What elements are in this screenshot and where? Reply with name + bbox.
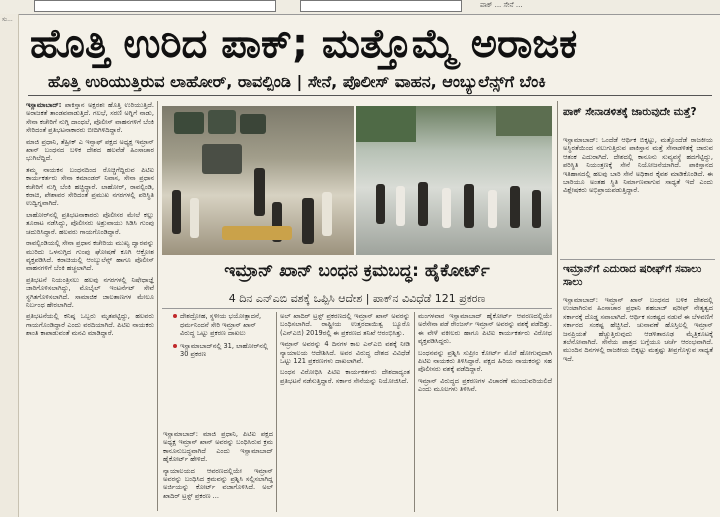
story2-col-a-para-1: ನ್ಯಾಯಾಲಯದ ಆವರಣದಲ್ಲಿಯೇ ಇಮ್ರಾನ್ ಅವರನ್ನು ಬಂಧಿಸಿದ ಕ್ರಮವನ್ನು ಪ್ರಶ್ನಿಸಿ ಸಲ್ಲಿಸಲಾಗಿದ್ದ ಅರ್ಜಿಯನ್ನು ಕೋರ್ಟ್ ವಜಾಗೊಳಿಸಿದೆ. ಅಲ್ ಖಾದಿರ್ ಟ್ರಸ್ಟ್ ಪ್ರಕರಣ ...	[163, 466, 273, 500]
story2-col-b	[280, 312, 410, 510]
protest-photo-left	[162, 106, 354, 255]
column-divider-3	[414, 312, 415, 512]
story1-para-2: ತಮ್ಮ ನಾಯಕನ ಬಂಧನದಿಂದ ರೊಚ್ಚಿಗೆದ್ದಿರುವ ಪಿಟಿಐ ಕಾರ್ಯಕರ್ತರು ಸೇನಾ ಕಮಾಂಡರ್ ನಿವಾಸ, ಸೇನಾ ಪ್ರಧಾನ ಕಚೇರಿಗೆ ನುಗ್ಗಿ ಬೆಂಕಿ ಹಚ್ಚಿದ್ದಾರೆ. ಲಾಹೋರ್, ರಾವಲ್ಪಿಂಡಿ, ಕರಾಚಿ, ಪೇಶಾವರ ಸೇರಿದಂತೆ ಪ್ರಮುಖ ನಗರಗಳಲ್ಲಿ ಪರಿಸ್ಥಿತಿ ಉದ್ವಿಗ್ನವಾಗಿದೆ.	[26, 165, 154, 208]
left-margin-column	[0, 14, 19, 517]
story1-para-1: ಮಾಜಿ ಪ್ರಧಾನಿ, ತೆಹ್ರೀಕ್ ಎ ಇನ್ಸಾಫ್ ಪಕ್ಷದ ಅಧ್ಯಕ್ಷ ಇಮ್ರಾನ್ ಖಾನ್ ಬಂಧನದ ಬಳಿಕ ದೇಶದ ಹಲವೆಡೆ ಹಿಂಸಾಚಾರ ಭುಗಿಲೆದ್ದಿದೆ.	[26, 137, 154, 163]
top-strip-box-mid	[300, 0, 462, 12]
story2-col-c-para-2: ಇಮ್ರಾನ್ ವಿರುದ್ಧದ ಪ್ರಕರಣಗಳ ವಿಚಾರಣೆ ಮುಂದುವರಿಯಲಿದೆ ಎಂದು ಮೂಲಗಳು ತಿಳಿಸಿವೆ.	[418, 376, 552, 394]
left-margin-text: ಸು...	[2, 16, 13, 23]
main-headline: ಹೊತ್ತಿ ಉರಿದ ಪಾಕ್; ಮತ್ತೊಮ್ಮೆ ಅರಾಜಕ	[30, 21, 578, 67]
story1-para-6: ಪ್ರತಿಭಟನೆಯಲ್ಲಿ ಕನಿಷ್ಠ ಒಬ್ಬರು ಮೃತಪಟ್ಟಿದ್ದು, ಹಲವರು ಗಾಯಗೊಂಡಿದ್ದಾರೆ ಎಂದು ವರದಿಯಾಗಿದೆ. ಪಿಟಿಐ ನಾಯಕರು ಶಾಂತಿ ಕಾಪಾಡುವಂತೆ ಮನವಿ ಮಾಡಿದ್ದಾರೆ.	[26, 312, 154, 338]
story2-col-c-para-1: ಬಂಧನವನ್ನು ಪ್ರಶ್ನಿಸಿ ಸುಪ್ರೀಂ ಕೋರ್ಟ್ ಮೊರೆ ಹೋಗುವುದಾಗಿ ಪಿಟಿಐ ನಾಯಕರು ತಿಳಿಸಿದ್ದಾರೆ. ಪಕ್ಷದ ಹಿರಿಯ ನಾಯಕರನ್ನು ಸಹ ಪೊಲೀಸರು ವಶಕ್ಕೆ ಪಡೆದಿದ್ದಾರೆ.	[418, 348, 552, 374]
story2-subhead: 4 ದಿನ ಎನ್‌ಎಬಿ ವಶಕ್ಕೆ ಒಪ್ಪಿಸಿ ಆದೇಶ | ಪಾಕ್‌ನ ವಿವಿಧೆಡೆ 121 ಪ್ರಕರಣ	[228, 292, 486, 305]
story2-rule	[162, 308, 552, 309]
column-divider-4	[557, 101, 558, 511]
sidebar1-body	[563, 136, 713, 254]
story2-bullets	[173, 312, 268, 363]
story2-headline: ಇಮ್ರಾನ್ ಖಾನ್ ಬಂಧನ ಕ್ರಮಬದ್ಧ: ಹೈಕೋರ್ಟ್	[224, 261, 490, 281]
top-strip-box-left	[34, 0, 276, 12]
top-strip-text-right: ಪಾಕ್ ... ಸೇನೆ ...	[480, 1, 523, 9]
protest-photo-right	[356, 106, 552, 255]
story2-col-b-para-0: ಅಲ್ ಖಾದಿರ್ ಟ್ರಸ್ಟ್ ಪ್ರಕರಣದಲ್ಲಿ ಇಮ್ರಾನ್ ಖಾನ್ ಅವರನ್ನು ಬಂಧಿಸಲಾಗಿದೆ. ರಾಷ್ಟ್ರೀಯ ಉತ್ತರದಾಯಿತ್ವ ಬ್ಯೂರೊ (ಎನ್‌ಎಬಿ) 2019ರಲ್ಲಿ ಈ ಪ್ರಕರಣದ ತನಿಖೆ ಆರಂಭಿಸಿತ್ತು.	[280, 312, 410, 337]
story1-dateline: ಇಸ್ಲಾಮಾಬಾದ್:	[26, 101, 62, 109]
column-divider-1	[157, 101, 158, 511]
story2-bullet-1: ಇಸ್ಲಾಮಾಬಾದ್‌ನಲ್ಲಿ 31, ಲಾಹೋರ್‌ನಲ್ಲಿ 30 ಪ್ರಕರಣ	[173, 342, 268, 359]
story1-para-4: ರಾವಲ್ಪಿಂಡಿಯಲ್ಲಿ ಸೇನಾ ಪ್ರಧಾನ ಕಚೇರಿಯ ಮುಖ್ಯ ದ್ವಾರವನ್ನು ಮುರಿದು ಒಳನುಗ್ಗಿದ ಗುಂಪು ಘೋಷಣೆ ಕೂಗಿ ಆಕ್ರೋಶ ವ್ಯಕ್ತಪಡಿಸಿದೆ. ಕರಾಚಿಯಲ್ಲಿ ಆಂಬ್ಯುಲೆನ್ಸ್ ಹಾಗೂ ಪೊಲೀಸ್ ವಾಹನಗಳಿಗೆ ಬೆಂಕಿ ಹಚ್ಚಲಾಗಿದೆ.	[26, 239, 154, 273]
story1-para-0: ಪಾಕಿಸ್ತಾನ ಅಕ್ಷರಶಃ ಹೊತ್ತಿ ಉರಿಯುತ್ತಿದೆ. ಅರಾಜಕತೆ ತಾಂಡವವಾಡುತ್ತಿದೆ. ಗಲಭೆ, ಸರಣಿ ಅಗ್ನಿಗೆ ನಾಡು, ಸೇನಾ ಕಚೇರಿಗೆ ನುಗ್ಗಿ ದಾಂಧಲೆ, ಪೊಲೀಸ್ ವಾಹನಗಳಿಗೆ ಬೆಂಕಿ ಸೇರಿದಂತೆ ಪ್ರತಿಭಟನಾಕಾರರು ಬೀದಿಗಿಳಿದಿದ್ದಾರೆ.	[26, 101, 154, 135]
sidebar-rule	[560, 259, 715, 260]
story2-col-a	[163, 430, 273, 510]
story2-col-b-para-1: ಇಮ್ರಾನ್ ಅವರನ್ನು 4 ದಿನಗಳ ಕಾಲ ಎನ್‌ಎಬಿ ವಶಕ್ಕೆ ನೀಡಿ ನ್ಯಾಯಾಲಯ ಆದೇಶಿಸಿದೆ. ಅವರ ವಿರುದ್ಧ ದೇಶದ ವಿವಿಧೆಡೆ ಒಟ್ಟು 121 ಪ್ರಕರಣಗಳು ದಾಖಲಾಗಿವೆ.	[280, 340, 410, 366]
top-strip	[0, 0, 720, 15]
sidebar1-body-text: ಇಸ್ಲಾಮಾಬಾದ್: ಒಂದೆಡೆ ಆರ್ಥಿಕ ಬಿಕ್ಕಟ್ಟು, ಮತ್ತೊಂದೆಡೆ ರಾಜಕೀಯ ಅಸ್ಥಿರತೆಯಿಂದ ನಲುಗುತ್ತಿರುವ ಪಾಕಿಸ್ತಾನ ಮತ್ತೆ ಸೇನಾಡಳಿತಕ್ಕೆ ಜಾರುವ ಆತಂಕ ಎದುರಾಗಿದೆ. ದೇಶದಲ್ಲಿ ಕಾನೂನು ಸುವ್ಯವಸ್ಥೆ ಹದಗೆಟ್ಟಿದ್ದು, ಪರಿಸ್ಥಿತಿ ನಿಯಂತ್ರಣಕ್ಕೆ ಸೇನೆ ನಿಯೋಜನೆಯಾಗಿದೆ. ಪಾಕಿಸ್ತಾನದ ಇತಿಹಾಸದಲ್ಲಿ ಹಲವು ಬಾರಿ ಸೇನೆ ಅಧಿಕಾರ ಕೈವಶ ಮಾಡಿಕೊಂಡಿದೆ. ಈ ಬಾರಿಯೂ ಅಂತಹ ಸ್ಥಿತಿ ನಿರ್ಮಾಣವಾಗುವ ಸಾಧ್ಯತೆ ಇದೆ ಎಂದು ವಿಶ್ಲೇಷಕರು ಅಭಿಪ್ರಾಯಪಡುತ್ತಿದ್ದಾರೆ.	[563, 136, 713, 195]
story2-col-c	[418, 312, 552, 510]
sidebar2-headline: ಇಮ್ರಾನ್‌ಗೆ ಎದುರಾದ ಷರೀಫ್‌ಗೆ ಸವಾಲು ಸಾಲು	[563, 263, 702, 288]
story2-col-b-para-2: ಬಂಧನ ವಿರೋಧಿಸಿ ಪಿಟಿಐ ಕಾರ್ಯಕರ್ತರು ದೇಶದಾದ್ಯಂತ ಪ್ರತಿಭಟನೆ ನಡೆಸುತ್ತಿದ್ದಾರೆ. ಸರ್ಕಾರ ಸೇನೆಯನ್ನು ನಿಯೋಜಿಸಿದೆ.	[280, 368, 410, 385]
story2-col-a-para-0: ಇಸ್ಲಾಮಾಬಾದ್: ಮಾಜಿ ಪ್ರಧಾನಿ, ಪಿಟಿಐ ಪಕ್ಷದ ಅಧ್ಯಕ್ಷ ಇಮ್ರಾನ್ ಖಾನ್ ಅವರನ್ನು ಬಂಧಿಸಿರುವ ಕ್ರಮ ಕಾನೂನುಬದ್ಧವಾಗಿದೆ ಎಂದು ಇಸ್ಲಾಮಾಬಾದ್ ಹೈಕೋರ್ಟ್ ಹೇಳಿದೆ.	[163, 430, 273, 464]
sidebar1-headline: ಪಾಕ್ ಸೇನಾಡಳಿತಕ್ಕೆ ಜಾರುವುದೇ ಮತ್ತೆ?	[563, 106, 697, 118]
column-divider-2	[276, 312, 277, 512]
sidebar2-body	[563, 296, 713, 510]
story2-col-c-para-0: ಮಂಗಳವಾರ ಇಸ್ಲಾಮಾಬಾದ್ ಹೈಕೋರ್ಟ್ ಆವರಣದಲ್ಲಿಯೇ ಅರೆಸೇನಾ ಪಡೆ ರೇಂಜರ್ಸ್ ಇಮ್ರಾನ್ ಅವರನ್ನು ವಶಕ್ಕೆ ಪಡೆದಿತ್ತು. ಈ ವೇಳೆ ವಕೀಲರು ಹಾಗೂ ಪಿಟಿಐ ಕಾರ್ಯಕರ್ತರು ವಿರೋಧ ವ್ಯಕ್ತಪಡಿಸಿದ್ದರು.	[418, 312, 552, 346]
main-subhead: ಹೊತ್ತಿ ಉರಿಯುತ್ತಿರುವ ಲಾಹೋರ್, ರಾವಲ್ಪಿಂಡಿ | ಸೇನೆ, ಪೊಲೀಸ್ ವಾಹನ, ಆಂಬ್ಯುಲೆನ್ಸ್‌ಗೆ ಬೆಂಕಿ	[48, 72, 546, 91]
sidebar2-body-text: ಇಸ್ಲಾಮಾಬಾದ್: ಇಮ್ರಾನ್ ಖಾನ್ ಬಂಧನದ ಬಳಿಕ ದೇಶದಲ್ಲಿ ಉಂಟಾಗಿರುವ ಹಿಂಸಾಚಾರ ಪ್ರಧಾನಿ ಶಹಬಾಜ್ ಷರೀಫ್ ನೇತೃತ್ವದ ಸರ್ಕಾರಕ್ಕೆ ದೊಡ್ಡ ಸವಾಲಾಗಿದೆ. ಆರ್ಥಿಕ ಸಂಕಷ್ಟದ ನಡುವೆ ಈ ಬೆಳವಣಿಗೆ ಸರ್ಕಾರದ ಸಂಕಷ್ಟ ಹೆಚ್ಚಿಸಿದೆ. ಚುನಾವಣೆ ಹೊಸ್ತಿಲಲ್ಲಿ ಇಮ್ರಾನ್ ಜನಪ್ರಿಯತೆ ಹೆಚ್ಚುತ್ತಿರುವುದು ಆಡಳಿತಾರೂಢ ಮೈತ್ರಿಕೂಟಕ್ಕೆ ತಲೆನೋವಾಗಿದೆ. ಸೇನೆಯ ಪಾತ್ರದ ಬಗ್ಗೆಯೂ ಚರ್ಚೆ ಆರಂಭವಾಗಿದೆ. ಮುಂದಿನ ದಿನಗಳಲ್ಲಿ ರಾಜಕೀಯ ಬಿಕ್ಕಟ್ಟು ಮತ್ತಷ್ಟು ತೀವ್ರಗೊಳ್ಳುವ ಸಾಧ್ಯತೆ ಇದೆ.	[563, 296, 713, 363]
story1-para-3: ಲಾಹೋರ್‌ನಲ್ಲಿ ಪ್ರತಿಭಟನಾಕಾರರು ಪೊಲೀಸರ ಮೇಲೆ ಕಲ್ಲು ತೂರಾಟ ನಡೆಸಿದ್ದು, ಪೊಲೀಸರು ಅಶ್ರುವಾಯು ಸಿಡಿಸಿ ಗುಂಪು ಚದುರಿಸಿದ್ದಾರೆ. ಹಲವರು ಗಾಯಗೊಂಡಿದ್ದಾರೆ.	[26, 210, 154, 236]
story1-column	[26, 101, 154, 511]
story1-para-5: ಪ್ರತಿಭಟನೆ ನಿಯಂತ್ರಿಸಲು ಹಲವು ನಗರಗಳಲ್ಲಿ ನಿಷೇಧಾಜ್ಞೆ ಜಾರಿಗೊಳಿಸಲಾಗಿದ್ದು, ಮೊಬೈಲ್ ಇಂಟರ್ನೆಟ್ ಸೇವೆ ಸ್ಥಗಿತಗೊಳಿಸಲಾಗಿದೆ. ಸಾಮಾಜಿಕ ಜಾಲತಾಣಗಳ ಮೇಲೂ ನಿರ್ಬಂಧ ಹೇರಲಾಗಿದೆ.	[26, 275, 154, 309]
subhead-rule	[28, 95, 712, 96]
story2-bullet-0: ದೇಶದ್ರೋಹ, ಸ್ಥಳೀಯ ಭಯೋತ್ಪಾದನೆ, ಧರ್ಮನಿಂದನೆ ಸೇರಿ ಇಮ್ರಾನ್ ಖಾನ್ ವಿರುದ್ಧ ಒಟ್ಟು ಪ್ರಕರಣ ದಾಖಲು	[173, 312, 268, 338]
